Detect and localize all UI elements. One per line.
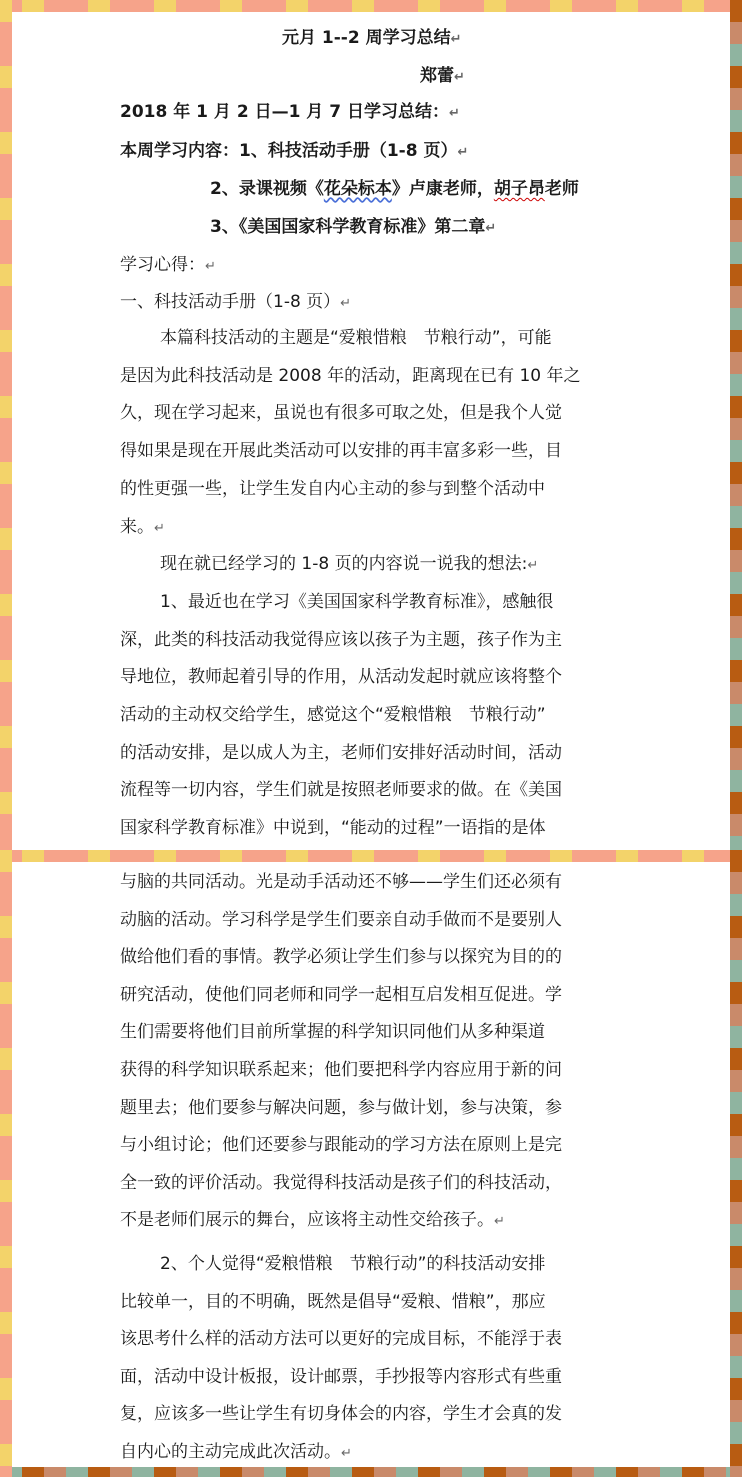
body-line: 的活动安排，是以成人为主，老师们安排好活动时间，活动 xyxy=(120,742,562,763)
body-line: 2、个人觉得“爱粮惜粮 节粮行动”的科技活动安排 xyxy=(160,1254,546,1274)
body-line: 不是老师们展示的舞台，应该将主动性交给孩子。↵ xyxy=(120,1210,505,1231)
body-line: 1、最近也在学习《美国国家科学教育标准》，感触很 xyxy=(160,591,554,612)
paragraph-mark: ↵ xyxy=(494,1214,505,1230)
content-item-2: 2、录课视频《花朵标本》卢康老师，胡子昂老师 xyxy=(210,179,579,199)
body-line: 比较单一，目的不明确，既然是倡导“爱粮、惜粮”，那应 xyxy=(120,1291,546,1312)
body-line: 与小组讨论；他们还要参与跟能动的学习方法在原则上是完 xyxy=(120,1135,562,1156)
body-line: 题里去；他们要参与解决问题，参与做计划，参与决策，参 xyxy=(120,1097,562,1118)
body-line: 活动的主动权交给学生，感觉这个“爱粮惜粮 节粮行动” xyxy=(120,705,546,725)
body-line: 与脑的共同活动。光是动手活动还不够——学生们还必须有 xyxy=(120,872,562,892)
body-line: 该思考什么样的活动方法可以更好的完成目标，不能浮于表 xyxy=(120,1329,562,1350)
body-line: 动脑的活动。学习科学是学生们要亲自动手做而不是要别人 xyxy=(120,909,562,930)
body-line: 现在就已经学习的 1-8 页的内容说一说我的想法:↵ xyxy=(160,554,539,575)
reflection-label: 学习心得：↵ xyxy=(120,255,216,275)
body-line: 国家科学教育标准》中说到，“能动的过程”一语指的是体 xyxy=(120,818,546,839)
body-line: 本篇科技活动的主题是“爱粮惜粮 节粮行动”，可能 xyxy=(160,328,552,348)
page-2 xyxy=(0,850,742,1477)
content-item-3: 3、《美国国家科学教育标准》第二章↵ xyxy=(210,217,497,237)
body-line: 的性更强一些，让学生发自内心主动的参与到整个活动中 xyxy=(120,478,545,499)
body-line: 久，现在学习起来，虽说也有很多可取之处，但是我个人觉 xyxy=(120,403,562,424)
body-line: 得如果是现在开展此类活动可以安排的再丰富多彩一些，目 xyxy=(120,441,562,462)
body-line: 深，此类的科技活动我觉得应该以孩子为主题，孩子作为主 xyxy=(120,629,562,650)
body-line: 自内心的主动完成此次活动。↵ xyxy=(120,1442,352,1462)
body-line: 全一致的评价活动。我觉得科技活动是孩子们的科技活动， xyxy=(120,1172,562,1193)
content-heading: 本周学习内容：1、科技活动手册（1-8 页）↵ xyxy=(120,141,469,161)
body-line: 做给他们看的事情。教学必须让学生们参与以探究为目的的 xyxy=(120,947,562,968)
body-line: 复，应该多一些让学生有切身体会的内容，学生才会真的发 xyxy=(120,1404,562,1425)
body-line: 是因为此科技活动是 2008 年的活动，距离现在已有 10 年之 xyxy=(120,365,581,386)
date-heading: 2018 年 1 月 2 日—1 月 7 日学习总结：↵ xyxy=(120,102,460,122)
paragraph-mark: ↵ xyxy=(154,520,165,536)
body-line: 面，活动中设计板报，设计邮票，手抄报等内容形式有些重 xyxy=(120,1366,562,1387)
author-name: 郑蕾↵ xyxy=(420,66,465,86)
body-line: 流程等一切内容，学生们就是按照老师要求的做。在《美国 xyxy=(120,780,562,801)
body-line: 来。↵ xyxy=(120,516,165,537)
body-line: 获得的科学知识联系起来；他们要把科学内容应用于新的问 xyxy=(120,1060,562,1080)
section-1-heading: 一、科技活动手册（1-8 页）↵ xyxy=(120,292,352,312)
document-title: 元月 1--2 周学习总结↵ xyxy=(282,28,462,48)
body-line: 生们需要将他们目前所掌握的科学知识同他们从多种渠道 xyxy=(120,1022,545,1043)
body-line: 研究活动，使他们同老师和同学一起相互启发相互促进。学 xyxy=(120,984,562,1005)
paragraph-mark: ↵ xyxy=(527,558,539,574)
paragraph-mark: ↵ xyxy=(341,1446,352,1461)
body-line: 导地位，教师起着引导的作用，从活动发起时就应该将整个 xyxy=(120,667,562,688)
